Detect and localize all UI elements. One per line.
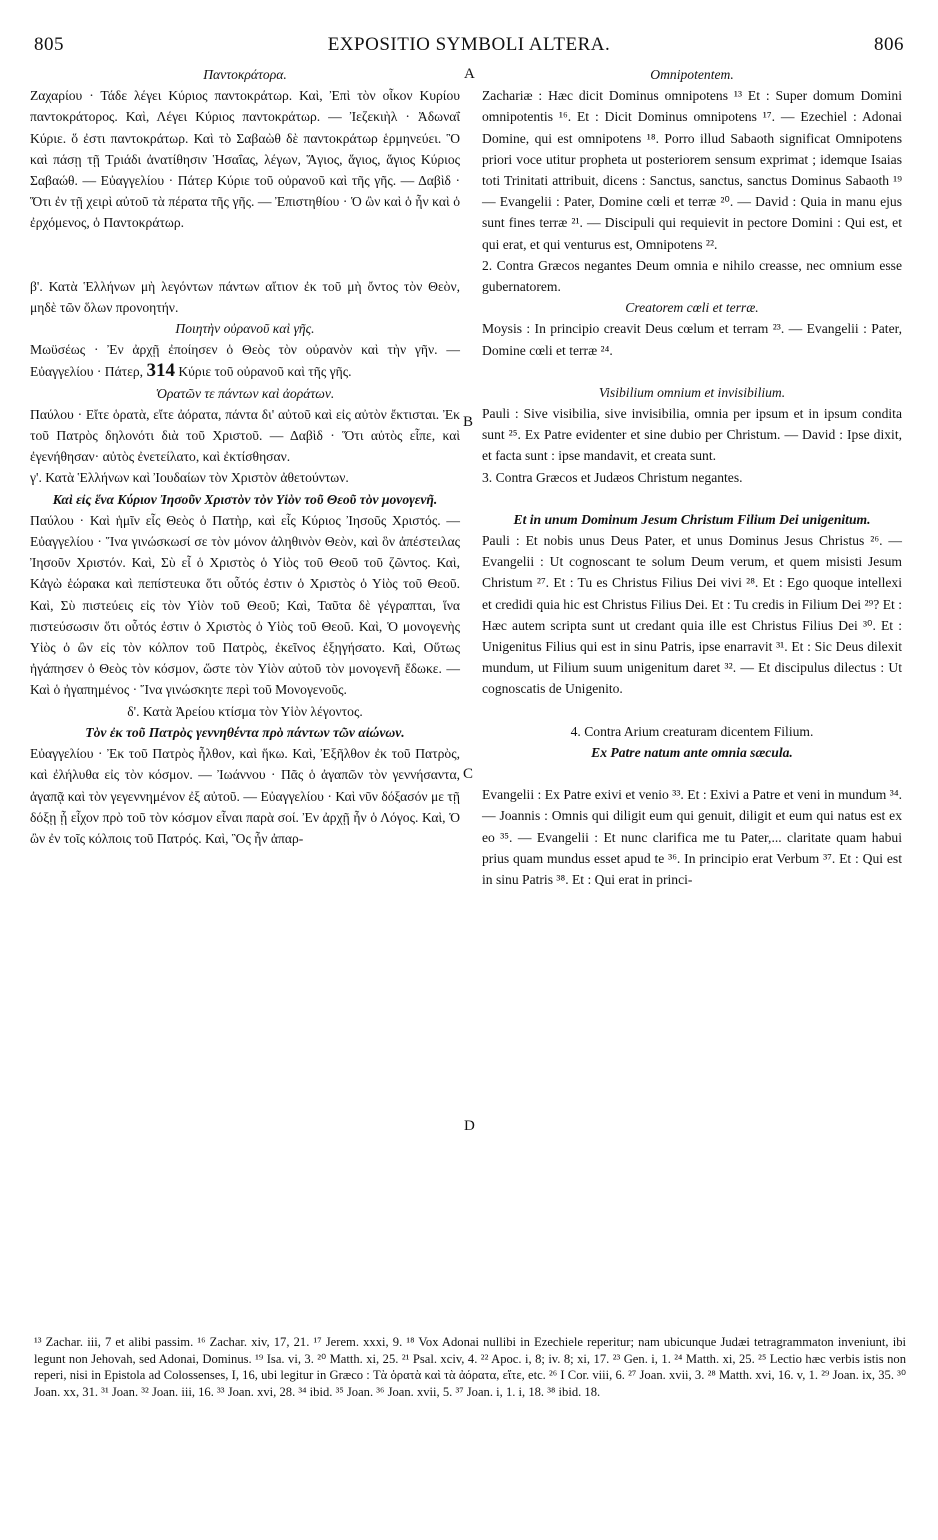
- greek-section-title: Τὸν ἐκ τοῦ Πατρὸς γεννηθέντα πρὸ πάντων τῶν αἰώνων.: [85, 724, 405, 740]
- latin-paragraph: Zachariæ : Hæc dicit Dominus omnipotens ¹³ Et : Super domum Domini omnipotentis ¹⁶. Et : Dicit Dominus omnipotens ¹⁷. — Ezechiel : Adonai Domine, qui est omnipotens ¹⁸. Porro illud Sabaoth significat Omnipotens priori voce utitur propheta ut posteriorem sensum exprimat ; idemque Isaias toti Trinitati attribuit, dicens : Sanctus, sanctus, sanctus Dominus Sabaoth ¹⁹ — Evangelii : Pater, Domine cœli et terræ ²⁰. — David : Quia in manu ejus sunt fines terræ ²¹. — Discipuli qui requievit in pectore Domini : Qui est, et qui erat, et qui venturus est, Omnipotens ²².: [482, 88, 902, 252]
- greek-section-heading: β'. Κατὰ Ἑλλήνων μὴ λεγόντων πάντων αἴτιον ἐκ τοῦ μὴ ὄντος τὸν Θεὸν, μηδὲ τῶν ὅλων προνοητήν.: [30, 278, 460, 315]
- page-number-left: 805: [34, 34, 64, 55]
- page-number-right: 806: [874, 34, 904, 55]
- greek-section-title: Ποιητὴν οὐρανοῦ καὶ γῆς.: [175, 321, 315, 337]
- latin-paragraph: Pauli : Sive visibilia, sive invisibilia, omnia per ipsum et in ipsum condita sunt ²⁵. Ex Patre evidenter et sine dubio per Christum. — David : Ipse dixit, et facta sunt : ipse mandavit, et creata sunt.: [482, 406, 902, 464]
- latin-section-title: Visibilium omnium et invisibilium.: [598, 384, 786, 400]
- latin-section-title: Omnipotentem.: [650, 67, 734, 82]
- latin-paragraph: Evangelii : Ex Patre exivi et venio ³³. Et : Exivi a Patre et veni in mundum ³⁴. — Joannis : Omnis qui diligit eum qui genuit, diligit et eum qui natus est ex eo ³⁵. — Evangelii : Et nunc clarifica me tu Pater,... claritate quam habui prius quam mundus esset apud te ³⁶. In principio erat Verbum ³⁷. Et : Qui est in sinu Patris ³⁸. Et : Qui erat in princi-: [482, 787, 902, 887]
- latin-column: [482, 64, 902, 890]
- greek-paragraph: Παύλου · Εἴτε ὁρατὰ, εἴτε ἀόρατα, πάντα δι' αὐτοῦ καὶ εἰς αὐτὸν ἔκτισται. Ἐκ τοῦ Πατρὸς δηλονότι διὰ τοῦ Χριστοῦ. — Δαβὶδ · Ὅτι αὐτὸς εἶπε, καὶ ἐγενήθησαν· αὐτὸς ἐνετείλατο, καὶ ἐκτίσθησαν.: [30, 406, 460, 465]
- greek-section-heading: δ'. Κατὰ Ἀρείου κτίσμα τὸν Υἱὸν λέγοντος.: [127, 703, 363, 719]
- greek-section-heading: γ'. Κατὰ Ἑλλήνων καὶ Ἰουδαίων τὸν Χριστὸν ἀθετούντων.: [30, 470, 349, 486]
- margin-marker-b: B: [463, 414, 474, 430]
- greek-paragraph: Μωϋσέως · Ἐν ἀρχῇ ἐποίησεν ὁ Θεὸς τὸν οὐρανὸν καὶ τὴν γῆν. — Εὐαγγελίου · Πάτερ, 314 Κύριε τοῦ οὐρανοῦ καὶ τῆς γῆς.: [30, 342, 460, 382]
- latin-section-title: Creatorem cœli et terræ.: [625, 300, 759, 316]
- greek-section-title: Ὁρατῶν τε πάντων καὶ ἀοράτων.: [155, 385, 335, 401]
- footnote-text: ¹³ Zachar. iii, 7 et alibi passim. ¹⁶ Zachar. xiv, 17, 21. ¹⁷ Jerem. xxxi, 9. ¹⁸ Vox Adonai nullibi in Ezechiele reperitur; nam ubicunque Judæi tetragrammaton inveniunt, ibi legunt non Jehovah, sed Adonai, Dominus. ¹⁹ Isa. vi, 3. ²⁰ Matth. xi, 25. ²¹ Psal. xciv, 4. ²² Apoc. i, 8; iv. 8; xi, 17. ²³ Gen. i, 1. ²⁴ Matth. xi, 25. ²⁵ Lectio hæc verbis istis non reperi, nisi in Epistola ad Colossenses, I, 16, ubi legitur in Græco : Τὰ ὁρατὰ καὶ τὰ ἀόρατα, εἴτε, etc. ²⁶ I Cor. viii, 6. ²⁷ Joan. xvii, 3. ²⁸ Matth. xvi, 16. v, 1. ²⁹ Joan. ix, 35. ³⁰ Joan. xx, 31. ³¹ Joan. ³² Joan. iii, 16. ³³ Joan. xvi, 28. ³⁴ ibid. ³⁵ Joan. ³⁶ Joan. xvii, 5. ³⁷ Joan. i, 1. i, 18. ³⁸ ibid. 18.: [34, 1335, 906, 1399]
- latin-section-heading: 3. Contra Græcos et Judæos Christum negantes.: [482, 469, 743, 485]
- page-title: EXPOSITIO SYMBOLI ALTERA.: [327, 34, 611, 55]
- latin-section-heading: 4. Contra Arium creaturam dicentem Filium.: [570, 723, 814, 739]
- greek-section-title: Παντοκράτορα.: [203, 67, 287, 82]
- margin-marker-c: C: [463, 766, 474, 782]
- greek-section-title: Καὶ εἰς ἕνα Κύριον Ἰησοῦν Χριστὸν τὸν Υἱὸν τοῦ Θεοῦ τὸν μονογενῆ.: [52, 491, 438, 507]
- margin-marker-a: A: [464, 66, 475, 82]
- latin-section-heading: 2. Contra Græcos negantes Deum omnia e nihilo creasse, nec omnium esse gubernatorem.: [482, 257, 902, 295]
- latin-paragraph: Moysis : In principio creavit Deus cœlum et terram ²³. — Evangelii : Pater, Domine cœli et terræ ²⁴.: [482, 321, 902, 358]
- margin-marker-d: D: [464, 1118, 475, 1134]
- latin-paragraph: Pauli : Et nobis unus Deus Pater, et unus Dominus Jesus Christus ²⁶. — Evangelii : Ut cognoscant te solum Deum verum, et quem misisti Jesum Christum ²⁷. Et : Tu es Christus Filius Dei vivi ²⁸. Et : Ego quoque intellexi et credidi quia hic est Christus Filius Dei. Et : Tu credis in Filium Dei ²⁹? Et : Hæc autem scripta sunt ut credant quia ille est Christus Filius Dei ³⁰. Et : Unigenitus Filius qui est in sinu Patris, ipse enarravit ³¹. Et : Sic Deus dilexit mundum, ut Filium suum unigenitum daret ³². — Et discipulus dilectus : Ut cognoscatis de Unigenito.: [482, 533, 902, 697]
- latin-section-title: Ex Patre natum ante omnia sæcula.: [591, 744, 793, 760]
- greek-column: [30, 64, 460, 849]
- greek-paragraph: Ζαχαρίου · Τάδε λέγει Κύριος παντοκράτωρ. Καὶ, Ἐπὶ τὸν οἶκον Κυρίου παντοκράτορος. Καὶ, Λέγει Κύριος παντοκράτωρ. — Ἰεζεκιὴλ · Ἀδωναΐ Κύριε. ὅ ἐστι παντοκράτωρ. Καὶ τὸ Σαβαὼθ δὲ παντοκράτωρ ἑρμηνεύει. Ὃ καὶ πάσῃ τῇ Τριάδι ἀνατίθησιν Ἡσαΐας, λέγων, Ἅγιος, ἅγιος, ἅγιος Κύριος Σαβαώθ. — Εὐαγγελίου · Πάτερ Κύριε τοῦ οὐρανοῦ καὶ τῆς γῆς. — Δαβὶδ · Ὅτι ἐν τῇ χειρὶ αὐτοῦ τὰ πέρατα τῆς γῆς. — Ἐπιστηθίου · Ὁ ὢν καὶ ὁ ἦν καὶ ὁ ἐρχόμενος, ὁ Παντοκράτωρ.: [30, 88, 460, 231]
- running-header: [34, 34, 904, 58]
- greek-paragraph: Παύλου · Καὶ ἡμῖν εἷς Θεὸς ὁ Πατὴρ, καὶ εἷς Κύριος Ἰησοῦς Χριστός. — Εὐαγγελίου · Ἵνα γινώσκωσί σε τὸν μόνον ἀληθινὸν Θεὸν, καὶ ὃν ἀπέστειλας Ἰησοῦν Χριστόν. Καὶ, Σὺ εἶ ὁ Χριστὸς ὁ Υἱὸς τοῦ Θεοῦ τοῦ ζῶντος. Καὶ, Κἀγὼ ἑώρακα καὶ πεπίστευκα ὅτι οὗτός ἐστιν ὁ Χριστὸς ὁ Υἱὸς τοῦ Θεοῦ. Καὶ, Σὺ πιστεύεις εἰς τὸν Υἱὸν τοῦ Θεοῦ; Καὶ, Ταῦτα δὲ γέγραπται, ἵνα πιστεύσωσιν ὅτι οὗτός ἐστιν ὁ Χριστὸς ὁ Υἱὸς τοῦ Θεοῦ. Καὶ, Ὁ μονογενὴς Υἱὸς ὁ ὢν εἰς τὸν κόλπον τοῦ Πατρὸς, ἐκεῖνος ἐξηγήσατο. Καὶ, Οὕτως ἠγάπησεν ὁ Θεὸς τὸν κόσμον, ὥστε τὸν Υἱὸν αὐτοῦ τὸν μονογενῆ ἔδωκε. — Καὶ ὁ ἠγαπημένος · Ἵνα γινώσκητε περὶ τοῦ Μονογενοῦς.: [30, 512, 460, 698]
- greek-paragraph: Εὐαγγελίου · Ἐκ τοῦ Πατρὸς ἦλθον, καὶ ἥκω. Καὶ, Ἐξῆλθον ἐκ τοῦ Πατρὸς, καὶ ἐλήλυθα εἰς τὸν κόσμον. — Ἰωάννου · Πᾶς ὁ ἀγαπῶν τὸν γεννήσαντα, ἀγαπᾷ καὶ τὸν γεγεννημένον ἐξ αὐτοῦ. — Εὐαγγελίου · Καὶ νῦν δόξασόν με τῇ δόξῃ ᾗ εἶχον πρὸ τοῦ τὸν κόσμον εἶναι παρὰ σοί. Ἐν ἀρχῇ ἦν ὁ Λόγος. Καὶ, Ὁ ὢν ἐν τοῖς κόλποις τοῦ Πατρός. Καὶ, Ὃς ἦν ἀπαρ-: [30, 746, 460, 846]
- latin-section-title: Et in unum Dominum Jesum Christum Filium Dei unigenitum.: [513, 511, 871, 527]
- footnotes: [34, 1334, 906, 1400]
- column-number: 314: [146, 360, 175, 382]
